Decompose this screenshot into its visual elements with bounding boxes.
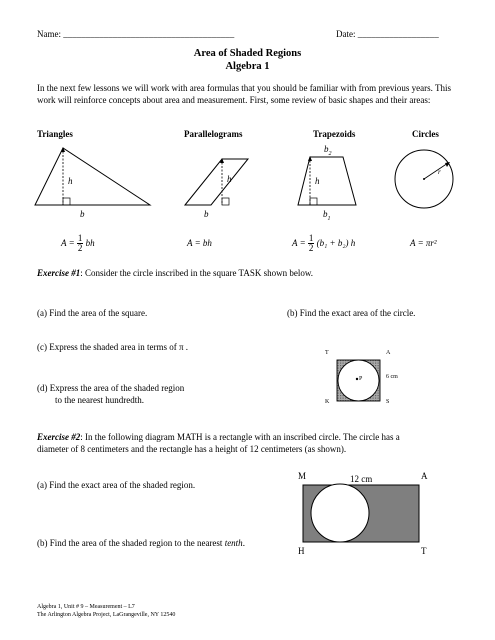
- page-title: Area of Shaded Regions: [193, 48, 302, 59]
- center-p-label: P: [359, 376, 363, 382]
- footer-line1: Algebra 1, Unit # 9 – Measurement – L7: [37, 604, 135, 610]
- exercise2-part-a: (a) Find the exact area of the shaded region.: [37, 480, 196, 490]
- heading-triangles: Triangles: [37, 129, 73, 139]
- parallelogram-h-label: h: [227, 174, 232, 184]
- parallelogram-b-label: b: [204, 209, 209, 219]
- exercise1-label: Exercise #1: [37, 268, 81, 278]
- vertex-h-label: H: [298, 546, 305, 556]
- side-length-label: 6 cm: [386, 374, 398, 380]
- exercise2-prompt-line1: Exercise #2: In the following diagram MATH is a rectangle with an inscribed circle. The circle has a: [37, 432, 400, 442]
- vertex-t-label: T: [325, 350, 329, 356]
- exercise1-prompt: Exercise #1: Consider the circle inscribed in the square TASK shown below.: [37, 268, 313, 278]
- heading-trapezoids: Trapezoids: [313, 129, 356, 139]
- trapezoid-b2-label: $b_2$: [324, 144, 332, 157]
- exercise2-prompt-line2: diameter of 8 centimeters and the rectangle has a height of 12 centimeters (as shown).: [37, 444, 347, 454]
- exercise1-part-b: (b) Find the exact area of the circle.: [287, 308, 416, 318]
- circle-formula: A = πr²: [410, 238, 437, 248]
- parallelogram-formula: A = bh: [187, 238, 212, 248]
- exercise2-label: Exercise #2: [37, 432, 81, 442]
- trapezoid-b1-label: $b_1$: [323, 209, 331, 222]
- trapezoid-formula: A = $\frac{1}{2}$ (b₁ + b₂) h: [292, 233, 356, 254]
- rectangle-inscribed-circle: [311, 484, 369, 542]
- exercise1-part-a: (a) Find the area of the square.: [37, 308, 148, 318]
- date-label: Date:: [336, 29, 356, 39]
- date-blank: __________________: [357, 29, 439, 39]
- vertex-s-label: S: [386, 399, 390, 405]
- footer-line2: The Arlington Algebra Project, LaGrangeville, NY 12540: [37, 612, 176, 618]
- page-subtitle: Algebra 1: [225, 61, 270, 72]
- rectangle-width-label: 12 cm: [350, 474, 373, 484]
- heading-parallelograms: Parallelograms: [184, 129, 243, 139]
- vertex-m-label: M: [298, 471, 307, 481]
- vertex-k-label: K: [325, 399, 330, 405]
- vertex-a-label: A: [386, 350, 391, 356]
- circle-r-label: r: [438, 168, 441, 176]
- intro-paragraph: In the next few lessons we will work with area formulas that you should be familiar with from previous years. This work will reinforce concepts about area and measurement. First, some review of basic shapes and their areas:: [37, 83, 451, 105]
- triangle-h-label: h: [68, 176, 73, 186]
- triangle-formula: A = $\frac{1}{2}$ bh: [61, 233, 95, 254]
- trapezoid-h-label: h: [315, 176, 320, 186]
- name-label: Name:: [37, 29, 61, 39]
- name-blank: ______________________________________: [63, 29, 235, 39]
- vertex-t2-label: T: [421, 546, 427, 556]
- heading-circles: Circles: [412, 129, 439, 139]
- triangle-b-label: b: [80, 209, 85, 219]
- exercise2-part-b: (b) Find the area of the shaded region to the nearest tenth.: [37, 538, 245, 548]
- exercise1-part-d-line2: to the nearest hundredth.: [55, 395, 144, 405]
- vertex-a2-label: A: [421, 471, 428, 481]
- exercise1-part-c: (c) Express the shaded area in terms of π .: [37, 342, 188, 352]
- exercise1-part-d-line1: (d) Express the area of the shaded region: [37, 383, 185, 393]
